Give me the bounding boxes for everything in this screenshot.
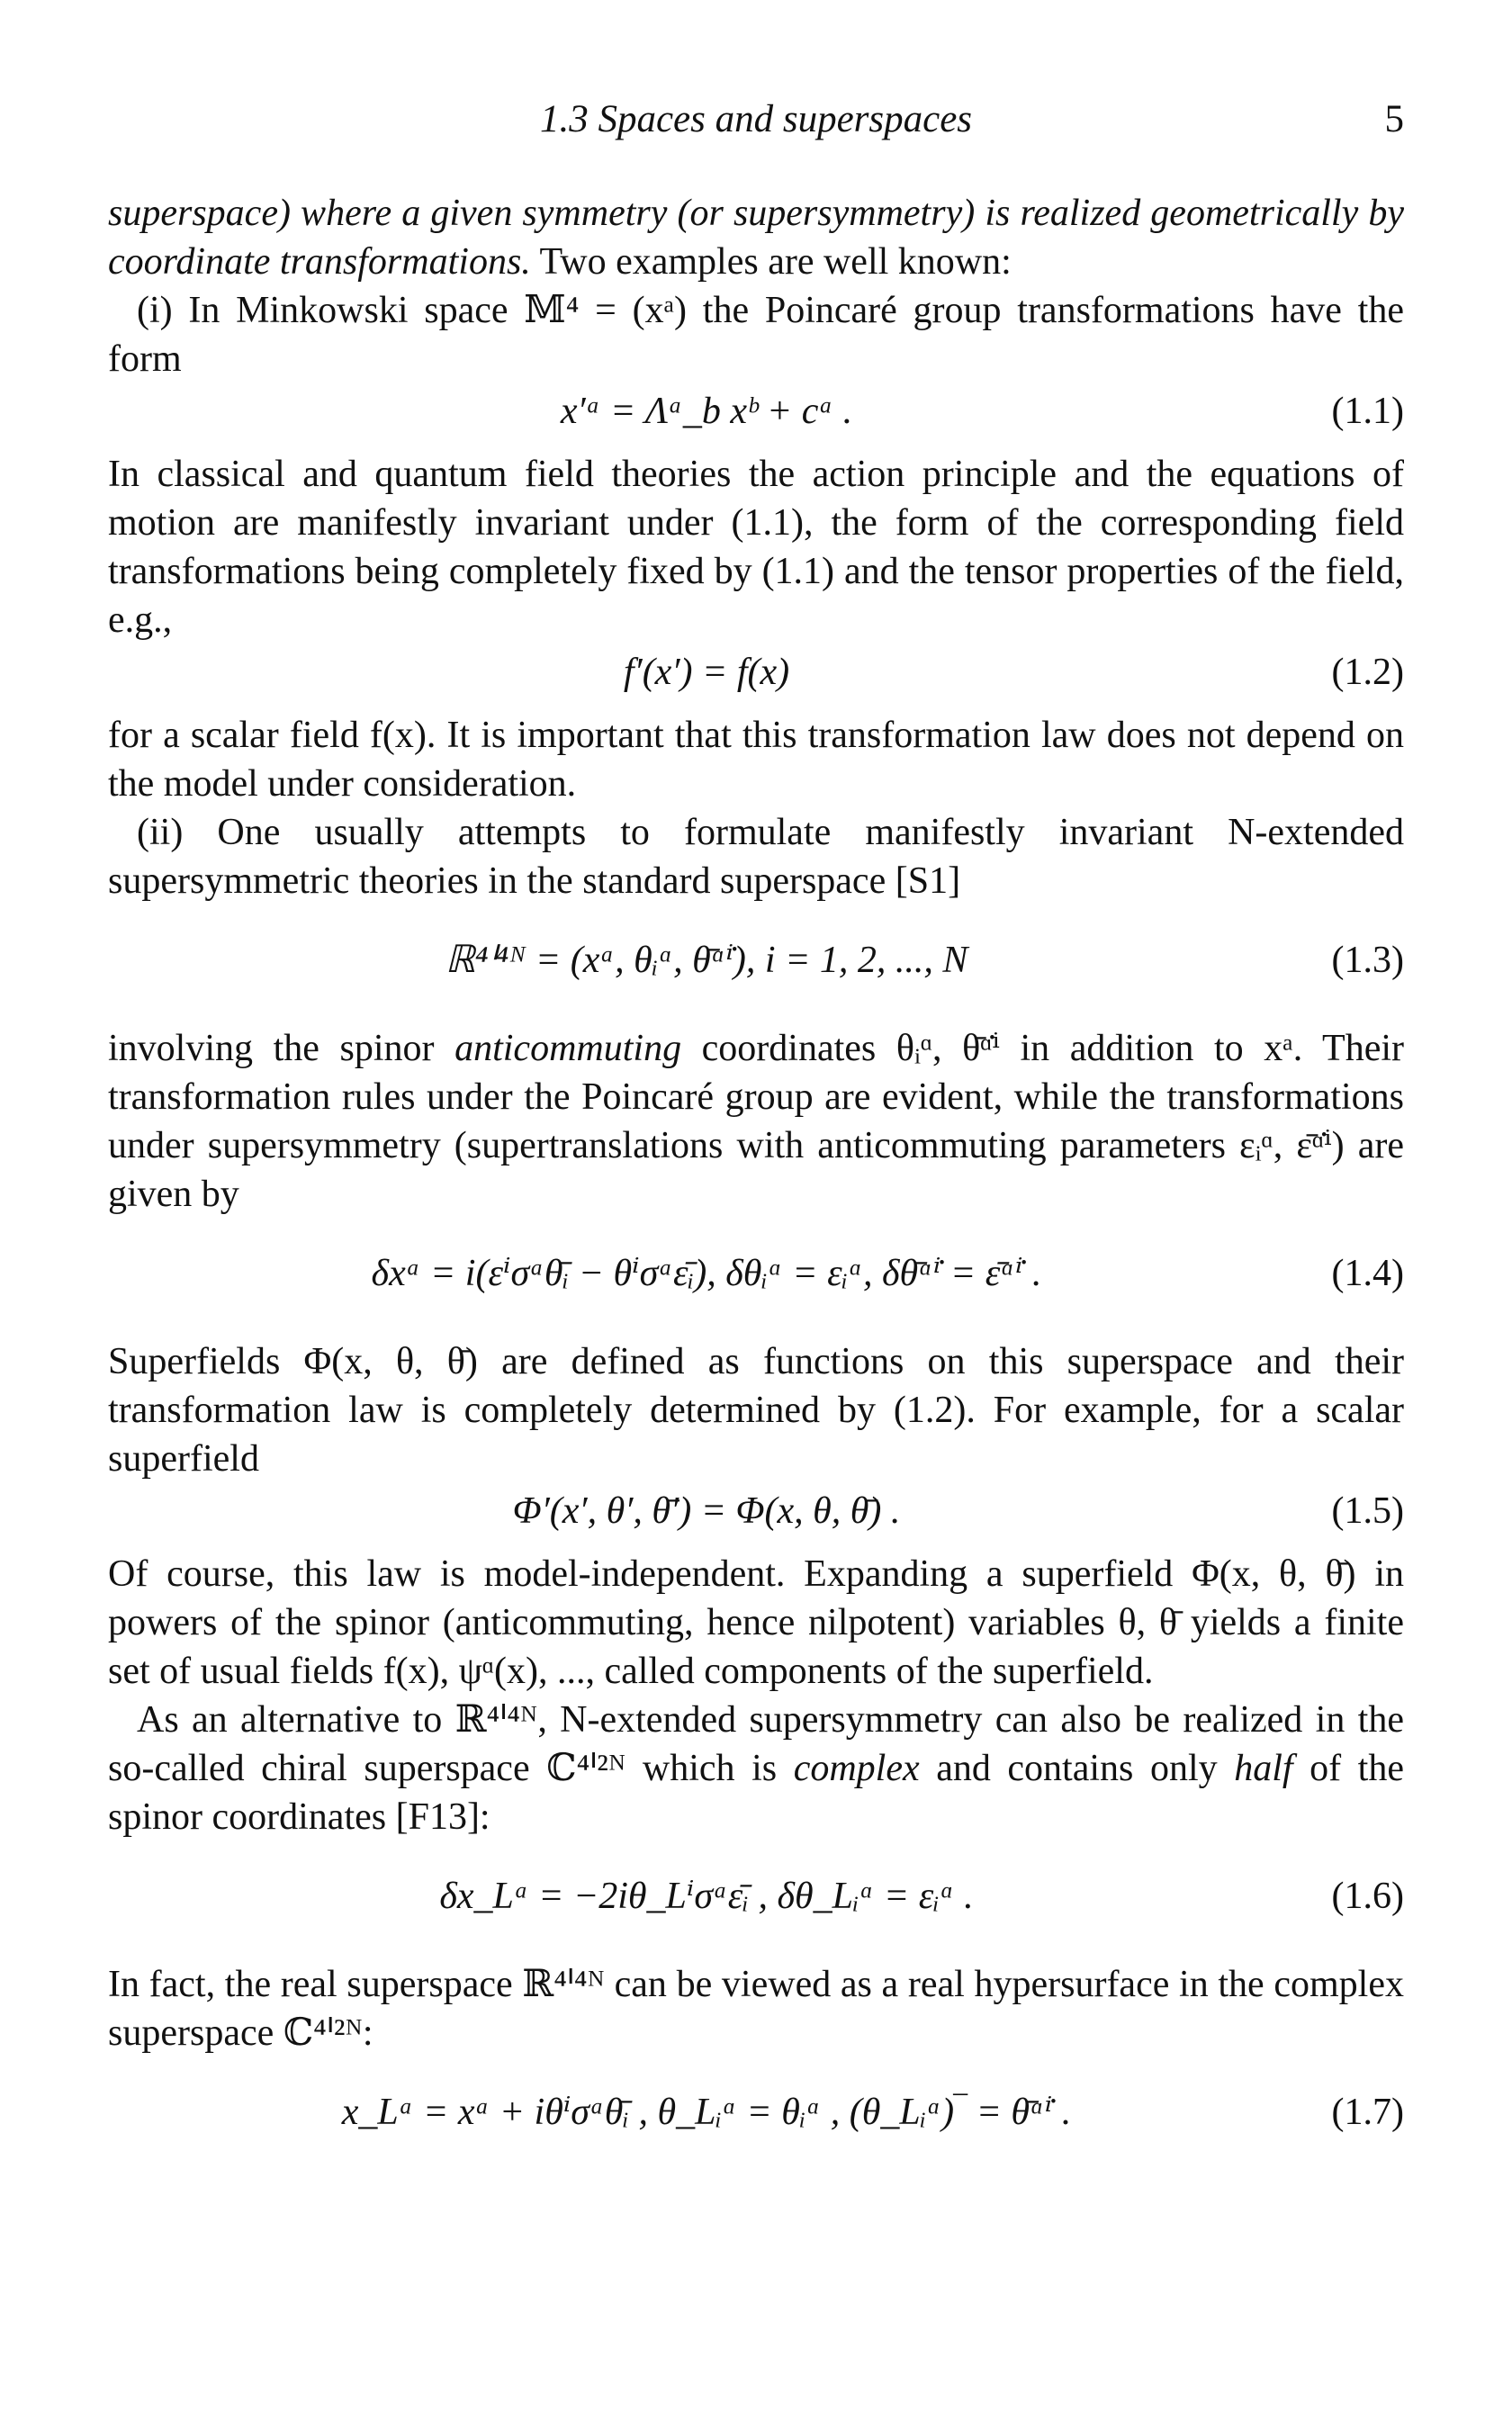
paragraph: As an alternative to ℝ⁴ᑊ⁴ᴺ, N-extended supersymmetry can also be realized in the so-called chiral superspace ℂ⁴ᑊ²ᴺ which is complex and contains only half of the spinor coordinates [F13]: (108, 1699, 1404, 1838)
page-number: 5 (1384, 98, 1404, 140)
equation-number: (1.7) (1331, 2092, 1404, 2133)
equation-number: (1.2) (1331, 652, 1404, 693)
italic-text: anticommuting (454, 1028, 682, 1069)
equation-formula: ℝ⁴ᑊ⁴ᴺ = (xᵃ, θᵢᵅ, θ̄ᵅ̇ⁱ), i = 1, 2, ..., N (445, 940, 968, 981)
equation-formula: δxᵃ = i(εⁱσᵃθ̄ᵢ − θⁱσᵃε̄ᵢ), δθᵢᵅ = εᵢᵅ, δθ̄ᵅ̇ⁱ = ε̄ᵅ̇ⁱ . (371, 1253, 1042, 1294)
equation-formula: Φ′(x′, θ′, θ̄′) = Φ(x, θ, θ̄) . (512, 1490, 901, 1532)
running-title: 1.3 Spaces and superspaces (539, 98, 973, 140)
paragraph: involving the spinor anticommuting coordinates θᵢᵅ, θ̄ᵅ̇ⁱ in addition to xᵃ. Their transformation rules under the Poincaré group are evident, while the transformations under supersymmetry (supertranslations with anticommuting parameters εᵢᵅ, ε̄ᵅ̇ⁱ) are given by (108, 1028, 1404, 1215)
paragraph: superspace) where a given symmetry (or supersymmetry) is realized geometrically by coordinate transformations. Two examples are well known: (108, 193, 1404, 283)
equation-1-7 (108, 2088, 1404, 2138)
equation-number: (1.3) (1331, 940, 1404, 981)
equation-number: (1.4) (1331, 1253, 1404, 1294)
equation-1-4 (108, 1249, 1404, 1300)
equation-1-2 (108, 648, 1404, 698)
italic-text: superspace) where a given symmetry (or supersymmetry) is realized geometrically by coordinate transformations. (108, 193, 1404, 283)
paragraph: for a scalar field f(x). It is important that this transformation law does not depend on the model under consideration. (108, 715, 1404, 805)
equation-1-6 (108, 1872, 1404, 1922)
equation-1-1 (108, 387, 1404, 437)
equation-formula: x_Lᵃ = xᵃ + iθⁱσᵃθ̄ᵢ , θ_Lᵢᵅ = θᵢᵅ , (θ_Lᵢᵅ)‾ = θ̄ᵅ̇ⁱ . (341, 2092, 1072, 2133)
italic-text: half (1234, 1748, 1293, 1789)
body-text (108, 189, 1404, 2176)
paragraph: In fact, the real superspace ℝ⁴ᑊ⁴ᴺ can be viewed as a real hypersurface in the complex superspace ℂ⁴ᑊ²ᴺ: (108, 1964, 1404, 2054)
equation-number: (1.5) (1331, 1490, 1404, 1532)
equation-formula: f′(x′) = f(x) (623, 652, 790, 693)
paragraph: Of course, this law is model-independent. Expanding a superfield Φ(x, θ, θ̄) in powers of the spinor (anticommuting, hence nilpotent) variables θ, θ̄ yields a finite set of usual fields f(x), ψᵅ(x), ..., called components of the superfield. (108, 1553, 1404, 1692)
paragraph: (ii) One usually attempts to formulate manifestly invariant N-extended supersymmetric theories in the standard superspace [S1] (108, 812, 1404, 902)
equation-1-5 (108, 1487, 1404, 1537)
equation-formula: δx_Lᵃ = −2iθ_Lⁱσᵃε̄ᵢ , δθ_Lᵢᵅ = εᵢᵅ . (439, 1876, 974, 1917)
equation-1-3 (108, 936, 1404, 986)
paragraph: In classical and quantum field theories the action principle and the equations of motion are manifestly invariant under (1.1), the form of the corresponding field transformations being completely fixed by (1.1) and the tensor properties of the field, e.g., (108, 454, 1404, 641)
page-header (108, 97, 1404, 151)
equation-number: (1.1) (1331, 391, 1404, 432)
paragraph: (i) In Minkowski space 𝕄⁴ = (xᵃ) the Poincaré group transformations have the form (108, 290, 1404, 380)
equation-formula: x′ᵃ = Λᵃ_b xᵇ + cᵃ . (560, 391, 853, 432)
italic-text: complex (793, 1748, 920, 1789)
equation-number: (1.6) (1331, 1876, 1404, 1917)
paragraph: Superfields Φ(x, θ, θ̄) are defined as functions on this superspace and their transformation law is completely determined by (1.2). For example, for a scalar superfield (108, 1341, 1404, 1480)
